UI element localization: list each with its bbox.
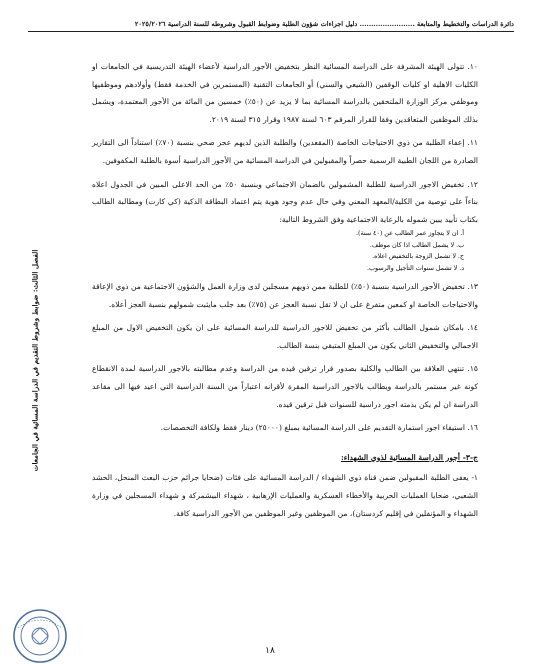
conditions-list xyxy=(92,228,464,274)
item-13: ١٣. تخفيض الأجور الدراسية بنسبة (٥٠٪) للطلبة ممن ذويهم مسجلين لدى وزارة العمل والشؤون الاجتماعية من ذوي الإعاقة والاحتياجات الخاصة او كمعين متفرغ على ان لا تقل نسبة العجز عن (٧٥٪) بعد جلب مايثبت شمولهم بنسبة العجز أعلاه. xyxy=(92,281,478,309)
side-chapter-label xyxy=(18,210,52,510)
header-divider xyxy=(28,31,514,32)
section-title: ج-٣- أجور الدراسة المسائية لذوي الشهداء: xyxy=(341,452,478,462)
item-10: ١٠. تتولى الهيئة المشرفة على الدراسة المسائية النظر بتخفيض الأجور الدراسية لأعضاء الهيئة التدريسية في الجامعات او الكليات الاهلية او كليات الوقفين (الشيعي والسني) أو الجامعات التقنية (المستمرين في الخدمة فقط) وأولادهم وموظفيها وموظفي مركز الوزارة الملتحقين بالدراسة المسائية بما لا يزيد عن (٥٠٪) خمسين من المائة من الأجور المعتمدة، ويشمل بذلك الموظفين المتعاقدين وفقا للقرار المرقم ٦٠٣ لسنة ١٩٨٧ وقرار ٣١٥ لسنة ٢٠١٩. xyxy=(92,62,478,124)
condition-c: ج. لا تشمل الزوجة بالتخفيض اعلاه. xyxy=(372,253,464,261)
side-chapter-text: الفصل الثالث: ضوابط وشروط التقديم في الدراسة المسائية في الجامعات xyxy=(30,249,40,471)
section-paragraph: ١- يعفى الطلبة المقبولين ضمن قناة ذوي الشهداء / الدراسة المسائية على فئات (ضحايا جرائم حزب البعث المنحل، الحشد الشعبي، ضحايا العمليات الحربية والأخطاء العسكرية والعمليات الإرهابية ، شهداء البيشمركة و شهداء المسجلين في وزارة الشهداء و المؤنفلين في إقليم كردستان)، من الموظفين وغير الموظفين من الأجور الدراسية كافة. xyxy=(92,473,478,518)
page-number: ١٨ xyxy=(265,646,275,656)
item-15: ١٥. تنتهي العلاقة بين الطالب والكلية بصدور قرار ترقين قيده من الدراسة وعدم مطالبته بالاجور الدراسية لمدة الانقطاع كونه غير مستمر بالدراسة ويطالب بالاجور الدراسية المقرة لأقرانه اعتباراً من السنة الدراسية التي اعيد فيها الى مقاعد الدراسة ان لم يكن بذمته اجور دراسية للسنوات قبل ترقين قيده. xyxy=(92,364,478,409)
condition-a: أ. ان لا يتجاوز عمر الطالب عن (٤٠ سنة). xyxy=(356,230,464,238)
condition-d: د. لا تشمل سنوات التأجيل والرسوب. xyxy=(367,264,464,272)
page-header: دائرة الدراسات والتخطيط والمتابعة ........................ دليل اجراءات شؤون الطلبة وضوابط القبول وشروطه للسنة الدراسية ٢٠٢٥/٢٠٢٦ xyxy=(134,20,514,28)
university-stamp-icon xyxy=(10,606,70,664)
item-16: ١٦. استيفاء اجور استمارة التقديم على الدراسة المسائية بمبلغ (٢٥٠٠٠) دينار فقط ولكافة التخصصات. xyxy=(160,423,478,433)
item-12: ١٢. تخفيض الاجور الدراسية للطلبة المشمولين بالضمان الاجتماعي وبنسبة ٥٠٪ من الحد الاعلى المبين في الجدول اعلاه بناءاً على توصية من الكلية/المعهد المعني وفي حال عدم وجود هوية يتم اعتماد البطاقة الذكية (كي كارت) ومطالبة الطالب بكتاب تأييد يبين شموله بالرعاية الاجتماعية وفق الشروط التالية: xyxy=(92,179,478,224)
document-body xyxy=(92,58,478,528)
item-14: ١٤. بامكان شمول الطالب بأكثر من تخفيض للاجور الدراسية للدراسة المسائية على ان يكون التخفيض الاول من المبلغ الاجمالي والتخفيض الثاني يكون من المبلغ المتبقي بنسة الطالب. xyxy=(92,323,478,350)
condition-b: ب. لا يشمل الطالب اذا كان موظف. xyxy=(369,241,464,249)
item-11: ١١. إعفاء الطلبة من ذوي الاحتياجات الخاصة (المقعدين) والطلبة الذين لديهم عجز صحي بنسبة (٧٠٪) استناداً الى التقارير الصادرة من اللجان الطبية الرسمية حصراً والمقبولين في الدراسة المسائية من الأجور الدراسية أسوة بالطلبة المكفوفين. xyxy=(92,138,478,165)
